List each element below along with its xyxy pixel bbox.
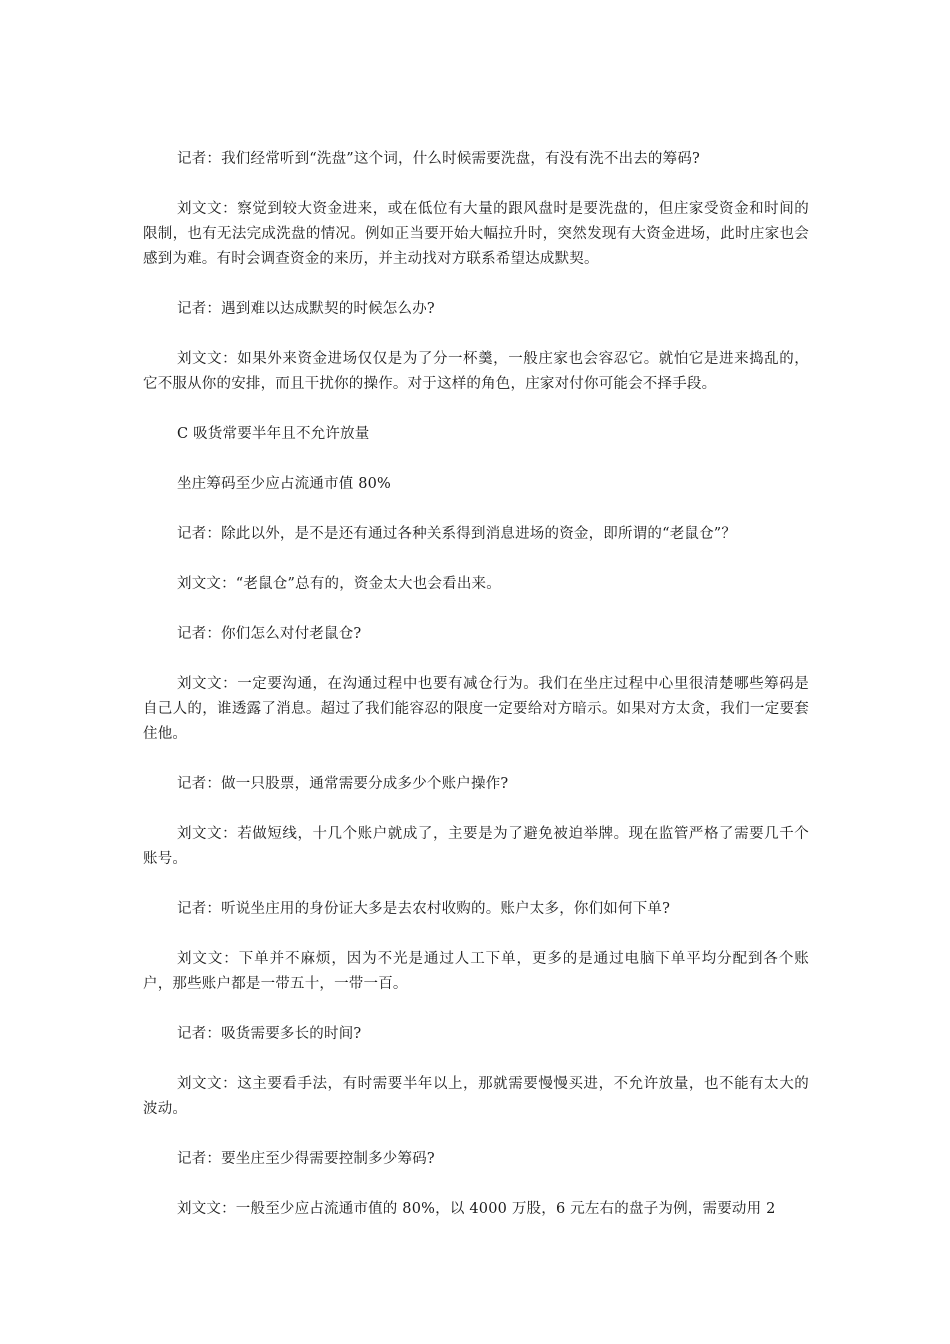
paragraph-reporter-question: 记者：吸货需要多长的时间? (177, 1026, 362, 1042)
section-subheading: 坐庄筹码至少应占流通市值 80% (177, 476, 392, 492)
paragraph-reporter-question: 记者：除此以外，是不是还有通过各种关系得到消息进场的资金，即所谓的“老鼠仓”？ (177, 526, 737, 542)
paragraph-liu-answer: 刘文文：若做短线，十几个账户就成了，主要是为了避免被迫举牌。现在监管严格了需要几千个账号。 (143, 826, 809, 867)
section-heading: C 吸货常要半年且不允许放量 (177, 426, 370, 442)
paragraph-reporter-question: 记者：我们经常听到“洗盘”这个词，什么时候需要洗盘，有没有洗不出去的筹码? (177, 151, 700, 167)
paragraph-reporter-question: 记者：做一只股票，通常需要分成多少个账户操作? (177, 776, 509, 792)
paragraph-liu-answer: 刘文文：如果外来资金进场仅仅是为了分一杯羹，一般庄家也会容忍它。就怕它是进来捣乱的，它不服从你的安排，而且干扰你的操作。对于这样的角色，庄家对付你可能会不择手段。 (143, 351, 809, 392)
paragraph-reporter-question: 记者：遇到难以达成默契的时候怎么办? (177, 301, 435, 317)
document-body (143, 147, 809, 1247)
paragraph-liu-answer: 刘文文：这主要看手法，有时需要半年以上，那就需要慢慢买进，不允许放量，也不能有太大的波动。 (143, 1076, 809, 1117)
paragraph-liu-answer: 刘文文：下单并不麻烦，因为不光是通过人工下单，更多的是通过电脑下单平均分配到各个账户，那些账户都是一带五十，一带一百。 (143, 951, 809, 992)
paragraph-liu-answer: 刘文文：一般至少应占流通市值的 80%，以 4000 万股，6 元左右的盘子为例，需要动用 2 (177, 1201, 776, 1217)
paragraph-reporter-question: 记者：要坐庄至少得需要控制多少筹码? (177, 1151, 435, 1167)
paragraph-liu-answer: 刘文文：“老鼠仓”总有的，资金太大也会看出来。 (177, 576, 501, 592)
paragraph-liu-answer: 刘文文：一定要沟通，在沟通过程中也要有减仓行为。我们在坐庄过程中心里很清楚哪些筹码是自己人的，谁透露了消息。超过了我们能容忍的限度一定要给对方暗示。如果对方太贪，我们一定要套住他。 (143, 676, 809, 742)
paragraph-reporter-question: 记者：听说坐庄用的身份证大多是去农村收购的。账户太多，你们如何下单? (177, 901, 671, 917)
paragraph-reporter-question: 记者：你们怎么对付老鼠仓? (177, 626, 362, 642)
paragraph-liu-answer: 刘文文：察觉到较大资金进来，或在低位有大量的跟风盘时是要洗盘的，但庄家受资金和时间的限制，也有无法完成洗盘的情况。例如正当要开始大幅拉升时，突然发现有大资金进场，此时庄家也会感到为难。有时会调查资金的来历，并主动找对方联系希望达成默契。 (143, 201, 809, 267)
